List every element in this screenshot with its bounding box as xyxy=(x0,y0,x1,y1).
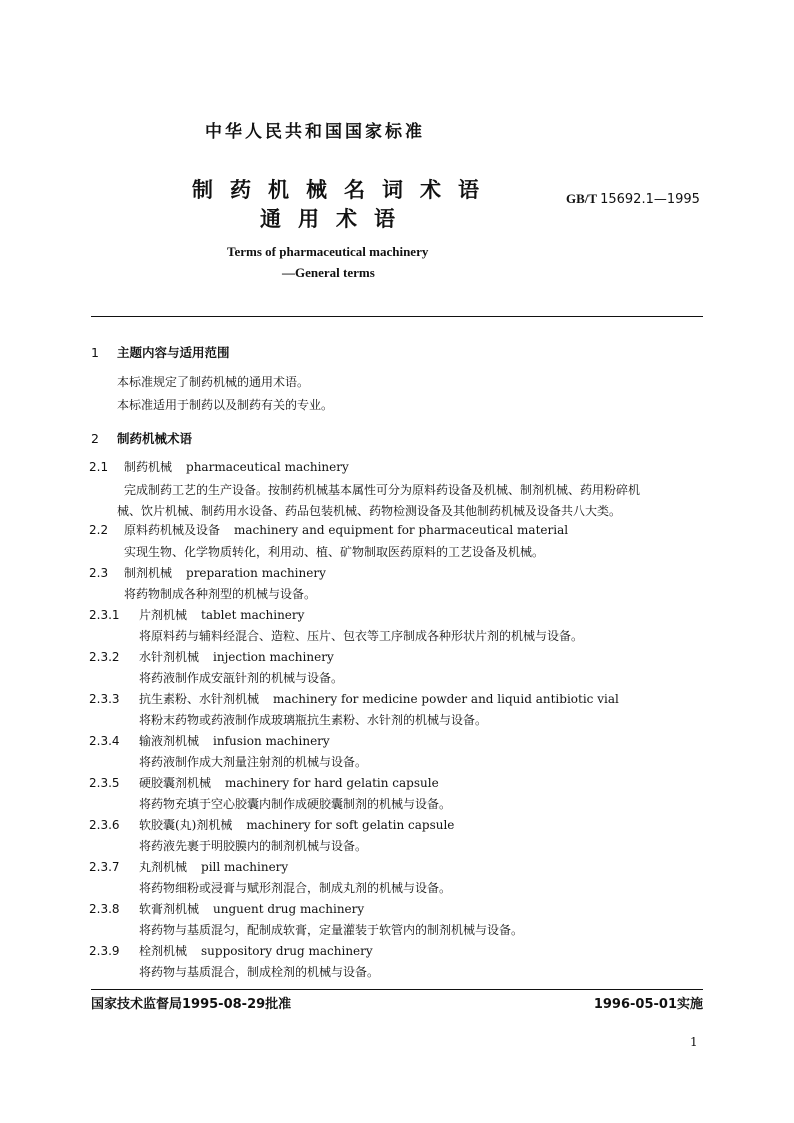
implementation-date: 1996-05-01实施 xyxy=(593,997,703,1012)
approval-date: 国家技术监督局1995-08-29批准 xyxy=(91,997,292,1012)
term-entry xyxy=(89,690,619,707)
section-title: 制药机械术语 xyxy=(117,431,193,446)
term-definition: 将药物与基质混匀，配制成软膏，定量灌装于软管内的制剂机械与设备。 xyxy=(139,923,524,937)
term-number: 2.3 xyxy=(89,566,109,580)
section-2-heading xyxy=(91,429,192,447)
term-definition: 将药液先裹于明胶膜内的制剂机械与设备。 xyxy=(139,839,368,853)
term-definition: 将药液制作成大剂量注射剂的机械与设备。 xyxy=(139,755,368,769)
term-chinese: 制剂机械 xyxy=(124,566,173,580)
term-english: machinery for soft gelatin capsule xyxy=(246,818,455,832)
term-entry xyxy=(89,816,454,833)
term-english: pill machinery xyxy=(201,860,289,874)
term-number: 2.3.8 xyxy=(89,902,120,916)
term-chinese: 原料药机械及设备 xyxy=(124,523,221,537)
term-english: preparation machinery xyxy=(186,566,326,580)
national-standard-heading: 中华人民共和国国家标准 xyxy=(205,122,425,142)
paragraph: 本标准适用于制药以及制药有关的专业。 xyxy=(117,398,334,412)
term-chinese: 水针剂机械 xyxy=(139,650,200,664)
term-number: 2.3.9 xyxy=(89,944,120,958)
term-entry xyxy=(89,732,330,749)
standard-code xyxy=(566,191,700,207)
term-english: machinery for hard gelatin capsule xyxy=(225,776,439,790)
document-title: 制药机械名词术语 xyxy=(192,178,496,202)
term-english: machinery and equipment for pharmaceutical material xyxy=(234,523,569,537)
term-chinese: 抗生素粉、水针剂机械 xyxy=(139,692,260,706)
term-number: 2.3.4 xyxy=(89,734,120,748)
term-number: 2.3.2 xyxy=(89,650,120,664)
term-entry xyxy=(89,521,568,538)
term-number: 2.3.5 xyxy=(89,776,120,790)
standard-code-number: 15692.1—1995 xyxy=(600,192,700,207)
term-definition: 将原料药与辅料经混合、造粒、压片、包衣等工序制成各种形状片剂的机械与设备。 xyxy=(139,629,584,643)
document-subtitle: 通用术语 xyxy=(260,207,412,231)
term-entry xyxy=(89,564,326,581)
term-number: 2.3.6 xyxy=(89,818,120,832)
term-definition: 将药物制成各种剂型的机械与设备。 xyxy=(124,587,317,601)
term-english: injection machinery xyxy=(213,650,334,664)
paragraph: 本标准规定了制药机械的通用术语。 xyxy=(117,375,310,389)
section-number: 2 xyxy=(91,431,99,446)
term-entry xyxy=(89,900,364,917)
term-definition: 将粉末药物或药液制作成玻璃瓶抗生素粉、水针剂的机械与设备。 xyxy=(139,713,488,727)
term-english: tablet machinery xyxy=(201,608,305,622)
term-english: infusion machinery xyxy=(213,734,330,748)
term-number: 2.3.1 xyxy=(89,608,120,622)
term-chinese: 栓剂机械 xyxy=(139,944,188,958)
term-english: machinery for medicine powder and liquid antibiotic vial xyxy=(273,692,619,706)
standard-code-prefix: GB/T xyxy=(566,191,597,206)
header-divider xyxy=(91,316,703,317)
term-number: 2.2 xyxy=(89,523,109,537)
term-number: 2.3.3 xyxy=(89,692,120,706)
term-english: suppository drug machinery xyxy=(201,944,373,958)
term-entry xyxy=(89,858,288,875)
term-chinese: 软胶囊(丸)剂机械 xyxy=(139,818,233,832)
term-definition: 实现生物、化学物质转化，利用动、植、矿物制取医药原料的工艺设备及机械。 xyxy=(124,545,545,559)
term-definition: 将药液制作成安瓿针剂的机械与设备。 xyxy=(139,671,344,685)
english-subtitle: —General terms xyxy=(282,265,375,280)
term-entry xyxy=(89,774,439,791)
page-number: 1 xyxy=(690,1035,698,1049)
term-definition: 将药物与基质混合，制成栓剂的机械与设备。 xyxy=(139,965,380,979)
term-number: 2.3.7 xyxy=(89,860,120,874)
section-number: 1 xyxy=(91,345,99,360)
term-chinese: 丸剂机械 xyxy=(139,860,188,874)
term-chinese: 软膏剂机械 xyxy=(139,902,200,916)
term-entry xyxy=(89,648,334,665)
term-definition: 完成制药工艺的生产设备。按制药机械基本属性可分为原料药设备及机械、制剂机械、药用粉碎机 xyxy=(124,483,641,497)
term-definition: 将药物充填于空心胶囊内制作成硬胶囊制剂的机械与设备。 xyxy=(139,797,452,811)
term-entry xyxy=(89,606,304,623)
term-entry xyxy=(89,458,349,475)
english-title: Terms of pharmaceutical machinery xyxy=(227,244,429,259)
term-chinese: 硬胶囊剂机械 xyxy=(139,776,212,790)
section-1-heading xyxy=(91,343,230,361)
term-english: unguent drug machinery xyxy=(213,902,365,916)
term-definition: 将药物细粉或浸膏与赋形剂混合，制成丸剂的机械与设备。 xyxy=(139,881,452,895)
term-chinese: 制药机械 xyxy=(124,460,173,474)
term-chinese: 片剂机械 xyxy=(139,608,188,622)
footer-divider xyxy=(91,989,703,990)
term-chinese: 输液剂机械 xyxy=(139,734,200,748)
term-english: pharmaceutical machinery xyxy=(186,460,349,474)
term-entry xyxy=(89,942,373,959)
section-title: 主题内容与适用范围 xyxy=(117,345,230,360)
term-number: 2.1 xyxy=(89,460,109,474)
term-definition: 械、饮片机械、制药用水设备、药品包装机械、药物检测设备及其他制药机械及设备共八大类。 xyxy=(117,504,622,518)
